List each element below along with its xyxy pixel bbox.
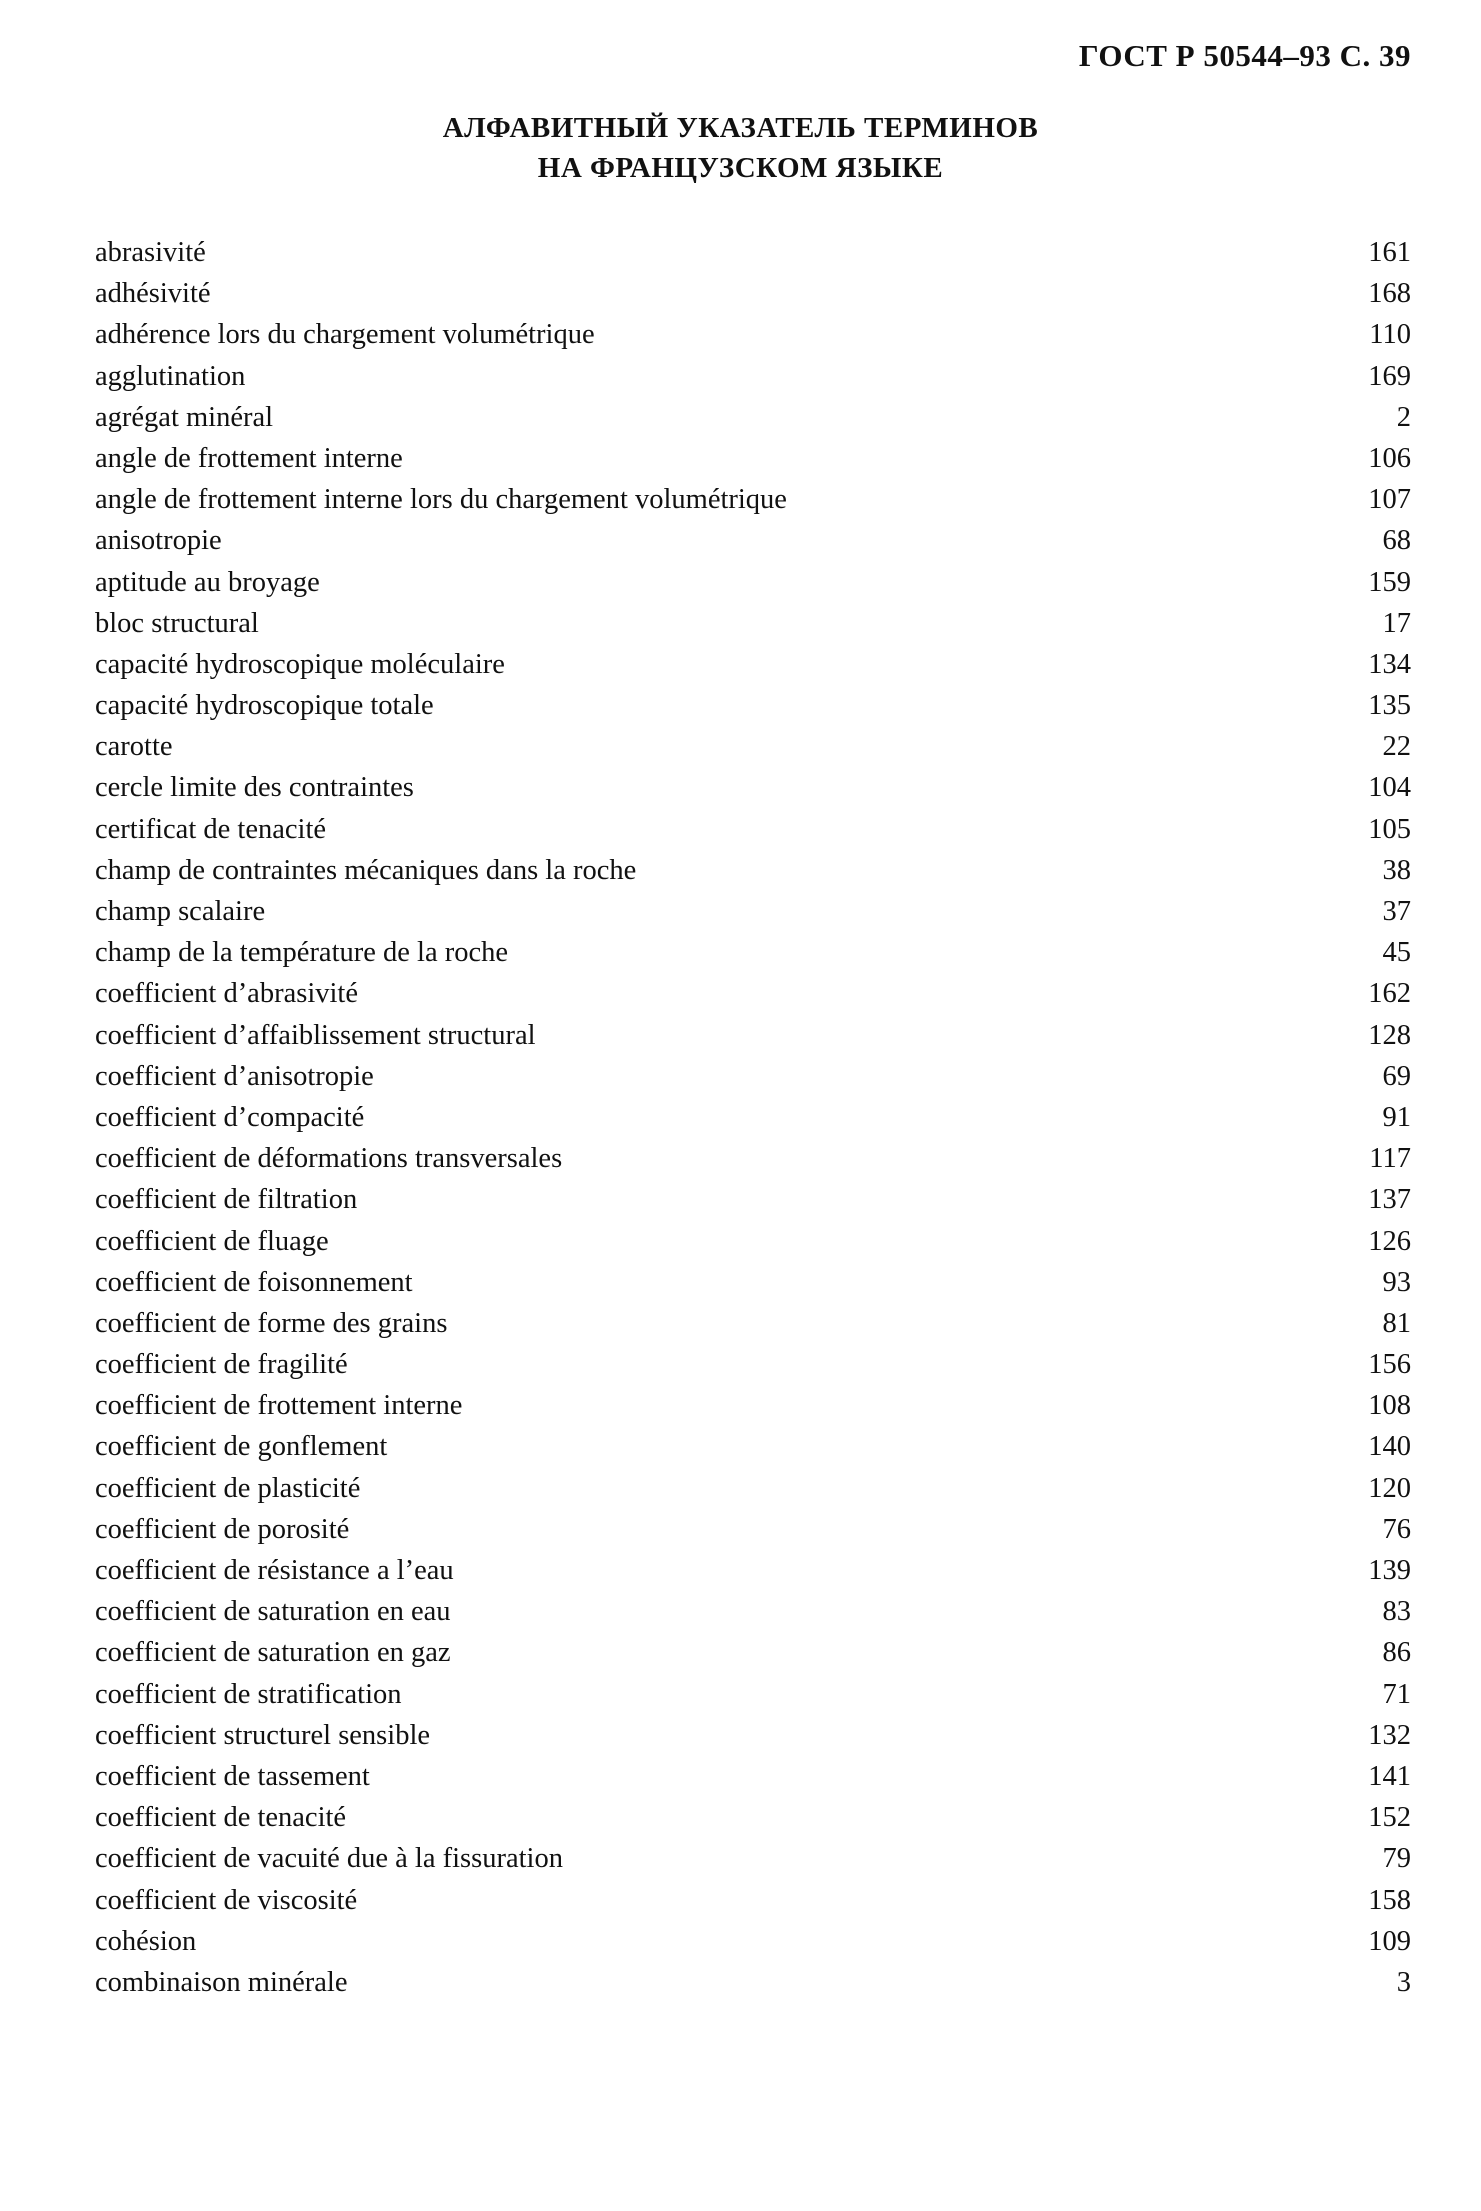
index-entry (95, 603, 1411, 644)
index-entry (95, 1715, 1411, 1756)
index-entry (95, 397, 1411, 438)
index-entry (95, 891, 1411, 932)
index-term-number: 126 (1368, 1225, 1411, 1257)
index-term: champ de contraintes mécaniques dans la roche (95, 854, 637, 886)
index-entry (95, 1138, 1411, 1179)
index-entry (95, 1550, 1411, 1591)
index-term: angle de frottement interne (95, 442, 403, 474)
index-entry (95, 1179, 1411, 1220)
index-entry (95, 1962, 1411, 2003)
index-term: coefficient de porosité (95, 1513, 350, 1545)
index-term: capacité hydroscopique totale (95, 690, 434, 722)
index-entry (95, 1838, 1411, 1879)
index-term-number: 159 (1368, 566, 1411, 598)
index-term-number: 162 (1368, 978, 1411, 1010)
index-entry (95, 1797, 1411, 1838)
index-term-number: 140 (1368, 1431, 1411, 1463)
index-term-number: 109 (1368, 1925, 1411, 1957)
index-term: coefficient structurel sensible (95, 1719, 431, 1751)
index-term: coefficient de résistance a l’eau (95, 1555, 454, 1586)
index-term-number: 107 (1368, 484, 1411, 516)
index-entry (95, 1262, 1411, 1303)
index-term: coefficient de forme des grains (95, 1307, 448, 1339)
index-entry (95, 438, 1411, 479)
index-entry (95, 1385, 1411, 1426)
page-title (0, 108, 1481, 188)
index-entry (95, 1756, 1411, 1797)
index-term: champ scalaire (95, 896, 266, 927)
index-term: certificat de tenacité (95, 813, 327, 845)
index-entry (95, 726, 1411, 767)
index-term-number: 152 (1368, 1802, 1411, 1834)
index-term: combinaison minérale (95, 1966, 348, 1998)
index-term: capacité hydroscopique moléculaire (95, 648, 505, 680)
index-term-number: 69 (1382, 1060, 1411, 1092)
index-term: coefficient de plasticité (95, 1472, 361, 1504)
index-entry (95, 1303, 1411, 1344)
index-term-number: 158 (1368, 1884, 1411, 1916)
index-term-number: 37 (1382, 896, 1411, 927)
title-line-2: НА ФРАНЦУЗСКОМ ЯЗЫКЕ (537, 152, 944, 184)
index-term: cohésion (95, 1925, 197, 1957)
index-entry (95, 562, 1411, 603)
index-term: coefficient de frottement interne (95, 1390, 463, 1422)
index-term-number: 139 (1368, 1555, 1411, 1586)
index-term-number: 156 (1368, 1349, 1411, 1381)
index-term-number: 68 (1382, 525, 1411, 557)
index-term: coefficient d’compacité (95, 1101, 365, 1133)
index-entry (95, 1426, 1411, 1467)
index-entry (95, 273, 1411, 314)
index-term-number: 86 (1382, 1637, 1411, 1669)
index-entry (95, 1632, 1411, 1673)
index-term-number: 128 (1368, 1019, 1411, 1051)
index-term-number: 93 (1382, 1266, 1411, 1298)
index-term: agglutination (95, 360, 246, 392)
index-term-number: 17 (1382, 607, 1411, 639)
index-term: coefficient de gonflement (95, 1431, 388, 1463)
index-term-number: 110 (1369, 319, 1411, 351)
term-index-list (95, 232, 1411, 2003)
index-term-number: 38 (1382, 854, 1411, 886)
index-term: coefficient de stratification (95, 1678, 402, 1710)
index-entry (95, 232, 1411, 273)
index-term-number: 81 (1382, 1307, 1411, 1339)
index-term: coefficient de saturation en eau (95, 1596, 451, 1628)
index-entry (95, 809, 1411, 850)
title-line-1: АЛФАВИТНЫЙ УКАЗАТЕЛЬ ТЕРМИНОВ (442, 112, 1039, 144)
index-term: coefficient de fragilité (95, 1349, 348, 1381)
index-entry (95, 1344, 1411, 1385)
index-entry (95, 1097, 1411, 1138)
index-entry (95, 685, 1411, 726)
page-header-doc-ref: ГОСТ Р 50544–93 С. 39 (1078, 38, 1411, 73)
index-term: carotte (95, 731, 173, 763)
index-entry (95, 644, 1411, 685)
index-term-number: 161 (1368, 237, 1411, 268)
index-term-number: 134 (1368, 648, 1411, 680)
index-term: coefficient de tenacité (95, 1802, 347, 1834)
index-term-number: 105 (1368, 813, 1411, 845)
index-term-number: 91 (1382, 1101, 1411, 1133)
index-term: angle de frottement interne lors du chargement volumétrique (95, 484, 787, 516)
index-entry (95, 932, 1411, 973)
index-term-number: 137 (1368, 1184, 1411, 1216)
index-entry (95, 1468, 1411, 1509)
index-entry (95, 1015, 1411, 1056)
index-entry (95, 973, 1411, 1014)
index-term-number: 104 (1368, 772, 1411, 804)
index-term: coefficient d’anisotropie (95, 1060, 374, 1092)
index-entry (95, 1921, 1411, 1962)
index-term: coefficient de déformations transversales (95, 1143, 563, 1175)
index-term: coefficient de filtration (95, 1184, 358, 1216)
index-term: coefficient de tassement (95, 1760, 370, 1792)
index-term-number: 120 (1368, 1472, 1411, 1504)
index-entry (95, 520, 1411, 561)
index-term: coefficient d’abrasivité (95, 978, 358, 1010)
index-term: agrégat minéral (95, 401, 274, 433)
index-term-number: 22 (1382, 731, 1411, 763)
index-term-number: 83 (1382, 1596, 1411, 1628)
index-term: bloc structural (95, 607, 259, 639)
index-entry (95, 767, 1411, 808)
index-term-number: 3 (1396, 1966, 1411, 1998)
index-term-number: 117 (1369, 1143, 1411, 1175)
index-term-number: 2 (1396, 401, 1411, 433)
index-entry (95, 850, 1411, 891)
index-term-number: 76 (1382, 1513, 1411, 1545)
index-term: aptitude au broyage (95, 566, 320, 598)
index-term: coefficient de vacuité due à la fissuration (95, 1843, 563, 1875)
index-term: coefficient de foisonnement (95, 1266, 413, 1298)
index-term: cercle limite des contraintes (95, 772, 414, 804)
index-term: champ de la température de la roche (95, 937, 509, 969)
index-entry (95, 314, 1411, 355)
index-term-number: 108 (1368, 1390, 1411, 1422)
index-entry (95, 1221, 1411, 1262)
index-entry (95, 1509, 1411, 1550)
index-term: adhésivité (95, 278, 211, 310)
index-term-number: 135 (1368, 690, 1411, 722)
index-term-number: 106 (1368, 442, 1411, 474)
index-term: adhérence lors du chargement volumétrique (95, 319, 595, 351)
index-term-number: 79 (1382, 1843, 1411, 1875)
index-entry (95, 1880, 1411, 1921)
index-term-number: 169 (1368, 360, 1411, 392)
index-term-number: 168 (1368, 278, 1411, 310)
index-term: coefficient de viscosité (95, 1884, 358, 1916)
index-term-number: 45 (1382, 937, 1411, 969)
index-entry (95, 1591, 1411, 1632)
index-term: coefficient de saturation en gaz (95, 1637, 451, 1669)
index-term: coefficient d’affaiblissement structural (95, 1019, 536, 1051)
index-term: coefficient de fluage (95, 1225, 329, 1257)
index-term: abrasivité (95, 237, 206, 268)
index-entry (95, 1674, 1411, 1715)
index-term-number: 71 (1382, 1678, 1411, 1710)
index-entry (95, 479, 1411, 520)
index-entry (95, 356, 1411, 397)
index-term-number: 132 (1368, 1719, 1411, 1751)
index-entry (95, 1056, 1411, 1097)
index-term: anisotropie (95, 525, 222, 557)
index-term-number: 141 (1368, 1760, 1411, 1792)
